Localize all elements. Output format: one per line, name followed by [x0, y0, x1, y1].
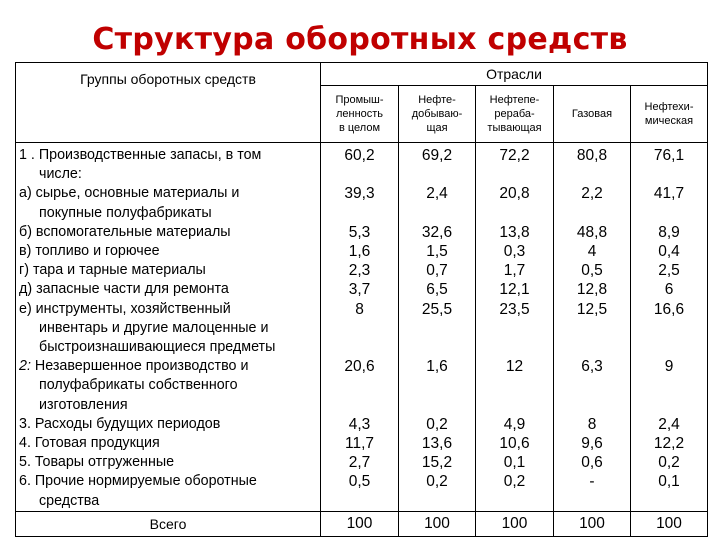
- value-cell: 15,2: [421, 454, 453, 471]
- values-column-4: [631, 143, 708, 512]
- value-cell: 2,7: [348, 454, 371, 471]
- row-label-line: [19, 300, 320, 319]
- row-label-prefix: 2:: [19, 358, 31, 375]
- value-cell: [631, 338, 707, 357]
- value-cell: 60,2: [344, 147, 375, 164]
- value-cell: [554, 204, 630, 223]
- row-label-line: [19, 338, 320, 357]
- column-header-4: [631, 86, 708, 143]
- value-cell: 9,6: [581, 434, 603, 452]
- value-cell: 2,4: [426, 185, 448, 203]
- value-cell: 12,2: [653, 434, 685, 452]
- row-label-line: [19, 261, 320, 280]
- value-cell: [399, 376, 475, 395]
- value-cell: 48,8: [576, 223, 608, 241]
- value-cell: [631, 376, 707, 395]
- value-cell: [476, 204, 553, 223]
- values-column-1: [399, 143, 476, 512]
- value-cell: [476, 165, 553, 184]
- value-cell: 0,2: [658, 454, 680, 471]
- row-label-line: [19, 223, 320, 242]
- value-cell: [321, 319, 398, 338]
- column-header-line: Нефтехи-: [644, 101, 694, 113]
- value-cell: [399, 338, 475, 357]
- value-cell: 0,2: [426, 473, 448, 491]
- values-column-0: [321, 143, 399, 512]
- value-cell: -: [589, 473, 595, 491]
- value-cell: 80,8: [576, 147, 608, 164]
- value-cell: 0,2: [426, 415, 448, 433]
- value-cell: [631, 204, 707, 223]
- row-label-text: а) сырье, основные материалы и: [19, 185, 240, 202]
- value-cell: 8,9: [658, 223, 680, 241]
- row-label-line: [19, 396, 320, 415]
- row-label-text: быстроизнашивающиеся предметы: [39, 339, 276, 356]
- total-value: 100: [476, 511, 554, 536]
- value-cell: [631, 395, 707, 414]
- value-cell: 1,7: [503, 262, 526, 280]
- value-cell: 41,7: [653, 185, 685, 203]
- values-column-2: [476, 143, 554, 512]
- column-header-3: [554, 86, 631, 143]
- column-header-line: тывающая: [487, 122, 542, 134]
- value-cell: 0,1: [503, 454, 526, 471]
- row-label-text: полуфабрикаты собственного: [39, 377, 238, 394]
- row-label-text: 6. Прочие нормируемые оборотные: [19, 473, 257, 490]
- row-label-line: [19, 472, 320, 491]
- value-cell: 3,7: [348, 281, 371, 299]
- value-cell: 0,5: [581, 262, 603, 280]
- row-label-line: [19, 184, 320, 203]
- value-cell: 25,5: [421, 300, 453, 318]
- value-cell: 0,1: [658, 473, 680, 491]
- value-cell: 4,3: [348, 415, 371, 433]
- value-cell: 0,4: [658, 242, 680, 260]
- groups-header: Группы оборотных средств: [16, 63, 321, 143]
- total-value: 100: [321, 511, 399, 536]
- row-label-text: Незавершенное производство и: [30, 358, 249, 375]
- value-cell: 0,2: [503, 473, 526, 491]
- column-header-line: мическая: [644, 115, 694, 127]
- column-header-line: рераба-: [494, 108, 535, 120]
- value-cell: [554, 491, 630, 510]
- value-cell: [476, 338, 553, 357]
- row-label-line: [19, 376, 320, 395]
- value-cell: 2,3: [348, 262, 371, 280]
- value-cell: [476, 319, 553, 338]
- row-label-text: 3. Расходы будущих периодов: [19, 415, 221, 432]
- row-labels-cell: [16, 143, 321, 512]
- value-cell: [399, 204, 475, 223]
- value-cell: [554, 319, 630, 338]
- column-header-line: в целом: [338, 122, 381, 134]
- value-cell: [476, 491, 553, 510]
- value-cell: 0,6: [581, 454, 603, 471]
- value-cell: 9: [664, 358, 674, 376]
- total-value: 100: [399, 511, 476, 536]
- total-value: 100: [631, 511, 708, 536]
- column-header-line: Нефтепе-: [489, 94, 540, 106]
- value-cell: 20,6: [344, 358, 375, 376]
- row-label-text: изготовления: [39, 396, 128, 413]
- row-label-line: [19, 492, 320, 511]
- row-label-line: [19, 242, 320, 261]
- row-label-line: [19, 415, 320, 434]
- value-cell: [321, 376, 398, 395]
- column-header-1: [399, 86, 476, 143]
- row-label-text: г) тара и тарные материалы: [19, 262, 206, 279]
- value-cell: 2,4: [658, 415, 680, 433]
- column-header-line: щая: [426, 122, 448, 134]
- page-title: Структура оборотных средств: [92, 22, 628, 57]
- column-header-0: [321, 86, 399, 143]
- values-column-3: [554, 143, 631, 512]
- value-cell: [399, 491, 475, 510]
- value-cell: 13,8: [499, 223, 530, 241]
- value-cell: [321, 491, 398, 510]
- value-cell: [631, 319, 707, 338]
- value-cell: 4,9: [503, 415, 526, 433]
- row-label-line: [19, 280, 320, 299]
- column-header-2: [476, 86, 554, 143]
- column-header-line: ленность: [335, 108, 384, 120]
- value-cell: 16,6: [653, 300, 685, 318]
- value-cell: 0,3: [503, 242, 526, 260]
- value-cell: [631, 165, 707, 184]
- column-header-line: Промыш-: [335, 94, 384, 106]
- total-label: Всего: [16, 511, 321, 536]
- row-label-text: е) инструменты, хозяйственный: [19, 300, 231, 317]
- value-cell: 1,6: [426, 358, 448, 376]
- value-cell: 20,8: [499, 185, 530, 203]
- data-row: [16, 143, 708, 512]
- value-cell: 13,6: [421, 434, 453, 452]
- value-cell: 4: [587, 242, 597, 260]
- row-label-text: покупные полуфабрикаты: [39, 204, 212, 221]
- value-cell: 12,8: [576, 281, 608, 299]
- value-cell: 1,6: [348, 242, 371, 260]
- value-cell: [554, 376, 630, 395]
- column-header-line: Нефте-: [418, 94, 456, 106]
- row-label-line: [19, 319, 320, 338]
- row-label-text: 5. Товары отгруженные: [19, 454, 175, 471]
- row-label-line: [19, 204, 320, 223]
- value-cell: 6,5: [426, 281, 448, 299]
- row-label-text: инвентарь и другие малоценные и: [39, 319, 269, 336]
- value-cell: 10,6: [499, 434, 530, 452]
- value-cell: 76,1: [653, 147, 685, 164]
- value-cell: [399, 165, 475, 184]
- value-cell: 5,3: [348, 223, 371, 241]
- value-cell: 2,2: [581, 185, 603, 203]
- header-row-top: [16, 63, 708, 86]
- row-label-line: [19, 357, 320, 376]
- value-cell: 23,5: [499, 300, 530, 318]
- value-cell: [399, 319, 475, 338]
- value-cell: [554, 165, 630, 184]
- row-label-line: [19, 434, 320, 453]
- value-cell: 6,3: [581, 358, 603, 376]
- column-header-line: Газовая: [571, 108, 613, 120]
- branches-header: Отрасли: [321, 63, 708, 86]
- value-cell: 0,7: [426, 262, 448, 280]
- value-cell: 11,7: [344, 434, 375, 452]
- value-cell: 8: [587, 415, 597, 433]
- value-cell: 8: [355, 300, 364, 318]
- value-cell: [476, 376, 553, 395]
- row-label-line: [19, 453, 320, 472]
- value-cell: 72,2: [499, 147, 530, 164]
- value-cell: 32,6: [421, 223, 453, 241]
- row-label-text: 4. Готовая продукция: [19, 435, 160, 452]
- value-cell: [321, 395, 398, 414]
- value-cell: [399, 395, 475, 414]
- row-label-text: б) вспомогательные материалы: [19, 223, 231, 240]
- value-cell: [321, 204, 398, 223]
- value-cell: 69,2: [421, 147, 453, 164]
- value-cell: [554, 338, 630, 357]
- value-cell: [476, 395, 553, 414]
- value-cell: [321, 165, 398, 184]
- row-label-text: д) запасные части для ремонта: [19, 281, 229, 298]
- row-label-text: средства: [39, 492, 100, 509]
- structure-table: [15, 62, 708, 537]
- value-cell: 6: [664, 281, 674, 299]
- value-cell: [554, 395, 630, 414]
- value-cell: 12: [505, 358, 524, 376]
- value-cell: 2,5: [658, 262, 680, 280]
- value-cell: [631, 491, 707, 510]
- value-cell: 0,5: [348, 473, 371, 491]
- row-label-text: 1 . Производственные запасы, в том: [19, 147, 262, 163]
- value-cell: 12,1: [499, 281, 530, 299]
- total-row: [16, 511, 708, 536]
- value-cell: [321, 338, 398, 357]
- total-value: 100: [554, 511, 631, 536]
- value-cell: 12,5: [576, 300, 608, 318]
- row-label-text: числе:: [39, 166, 82, 183]
- value-cell: 1,5: [426, 242, 448, 260]
- row-label-line: [19, 146, 320, 165]
- column-header-line: добываю-: [411, 108, 463, 120]
- row-label-text: в) топливо и горючее: [19, 243, 160, 260]
- row-label-line: [19, 165, 320, 184]
- value-cell: 39,3: [344, 185, 375, 203]
